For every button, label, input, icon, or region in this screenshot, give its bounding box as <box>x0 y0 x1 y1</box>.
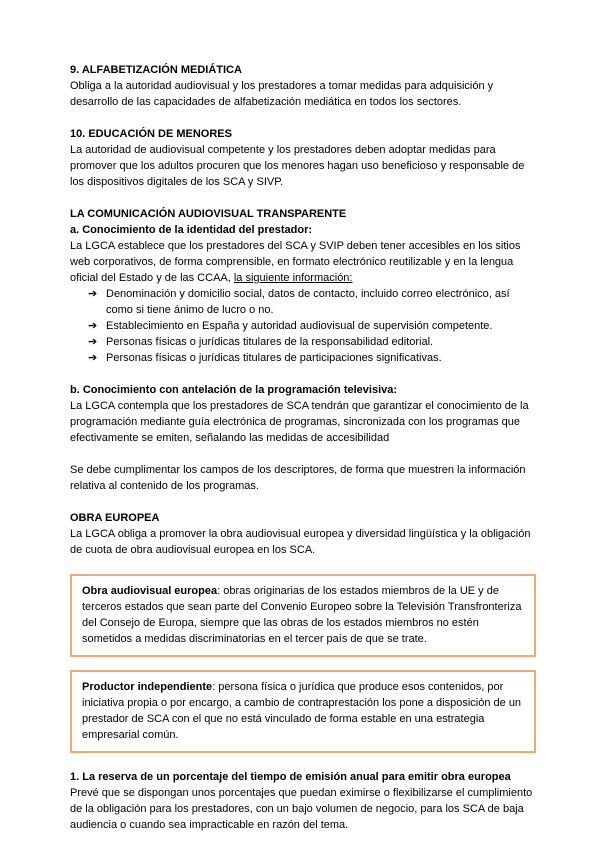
arrow-bullet-icon: ➔ <box>88 352 98 364</box>
section-body: Obliga a la autoridad audiovisual y los prestadores a tomar medidas para adquisición y desarrollo de las capacidades de alfabetización mediática en todos los sectores. <box>70 80 494 108</box>
bullet-text: Personas físicas o jurídicas titulares de participaciones significativas. <box>106 352 442 364</box>
section-heading: 10. EDUCACIÓN DE MENORES <box>70 128 232 140</box>
section-reserva-porcentaje <box>70 769 536 833</box>
arrow-bullet-icon: ➔ <box>88 320 98 332</box>
section-body: Prevé que se dispongan unos porcentajes que puedan eximirse o flexibilizarse el cumplimiento de la obligación para los prestadores, con un bajo volumen de negocio, para los SCA de baja audiencia o cuando sea impracticable en razón del tema. <box>70 787 533 831</box>
bullet-text: Establecimiento en España y autoridad audiovisual de supervisión competente. <box>106 320 493 332</box>
section-heading: OBRA EUROPEA <box>70 512 160 524</box>
list-item <box>70 318 536 334</box>
definition-text: : persona física o jurídica que produce esos contenidos, por iniciativa propia o por encargo, a cambio de contraprestación los pone a disposición de un prestador de SCA con el que no está vinculado de forma estable en una estrategia empresarial común. <box>82 681 522 741</box>
arrow-bullet-icon: ➔ <box>88 288 98 300</box>
list-item <box>70 286 536 318</box>
section-heading: 9. ALFABETIZACIÓN MEDIÁTICA <box>70 64 242 76</box>
section-heading: LA COMUNICACIÓN AUDIOVISUAL TRANSPARENTE <box>70 208 347 220</box>
list-item <box>70 350 536 366</box>
section-obra-europea <box>70 510 536 558</box>
subsection-b-paragraph-1: La LGCA contempla que los prestadores de SCA tendrán que garantizar el conocimiento de la programación mediante guía electrónica de programas, sincronizada con los programas que efectivamente se emiten, señalando las medidas de accesibilidad <box>70 400 529 444</box>
definition-box-productor-independiente <box>70 670 536 753</box>
bullet-text: Denominación y domicilio social, datos de contacto, incluido correo electrónico, así como si tiene ánimo de lucro o no. <box>106 288 510 316</box>
intro-text: La LGCA establece que los prestadores del SCA y SVIP deben tener accesibles en los sitios web corporativos, de forma comprensible, en formato electrónico reutilizable y en la lengua oficial del Estado y de las CCAA, <box>70 240 521 284</box>
list-item <box>70 334 536 350</box>
subsection-b-paragraph-2: Se debe cumplimentar los campos de los descriptores, de forma que muestren la información relativa al contenido de los programas. <box>70 464 526 492</box>
section-alfabetizacion <box>70 62 536 110</box>
definition-box-obra-europea <box>70 574 536 657</box>
definition-text: : obras originarias de los estados miembros de la UE y de terceros estados que sean parte del Convenio Europeo sobre la Televisión Transfronteriza del Consejo de Europa, siempre que las obras de los estados miembros no estén sometidos a medidas discriminatorias en el tercer país de que se trate. <box>82 585 522 645</box>
arrow-bullet-icon: ➔ <box>88 336 98 348</box>
intro-underlined-text: la siguiente información: <box>233 272 353 284</box>
section-educacion-menores <box>70 126 536 190</box>
section-comunicacion-transparente <box>70 206 536 494</box>
subsection-a-intro <box>70 238 536 286</box>
definition-term: Productor independiente <box>82 681 213 693</box>
bullet-text: Personas físicas o jurídicas titulares de la responsabilidad editorial. <box>106 336 434 348</box>
subsection-a-heading: a. Conocimiento de la identidad del prestador: <box>70 224 313 236</box>
section-heading: 1. La reserva de un porcentaje del tiempo de emisión anual para emitir obra europea <box>70 771 511 783</box>
identity-bullet-list <box>70 286 536 366</box>
definition-term: Obra audiovisual europea <box>82 585 218 597</box>
subsection-b <box>70 382 536 446</box>
section-body: La LGCA obliga a promover la obra audiovisual europea y diversidad lingüística y la obligación de cuota de obra audiovisual europea en los SCA. <box>70 528 531 556</box>
section-body: La autoridad de audiovisual competente y los prestadores deben adoptar medidas para promover que los adultos procuren que los menores hagan uso beneficioso y responsable de los dispositivos digitales de los SCA y SIVP. <box>70 144 525 188</box>
subsection-b-heading: b. Conocimiento con antelación de la programación televisiva: <box>70 384 398 396</box>
